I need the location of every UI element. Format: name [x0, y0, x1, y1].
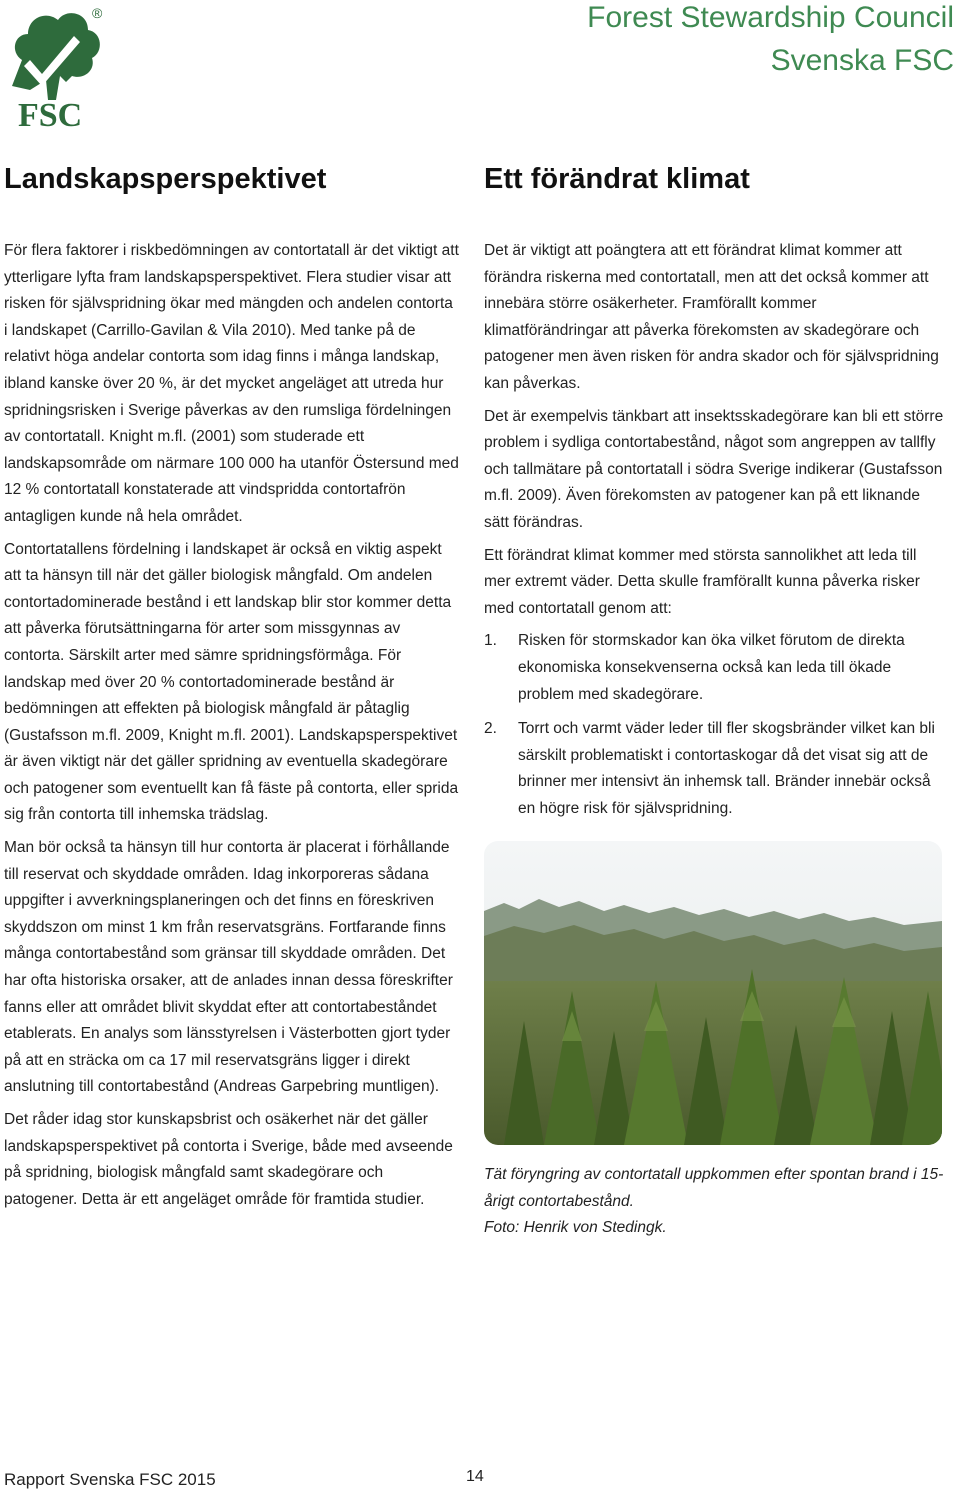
- list-text: Risken för stormskador kan öka vilket förutom de direkta ekonomiska konsekvenserna också kan leda till ökade problem med skadegörare.: [518, 632, 905, 703]
- fsc-logo: [0, 0, 110, 135]
- left-paragraph-1: För flera faktorer i riskbedömningen av contortatall är det viktigt att ytterligare lyfta fram landskapsperspektivet. Flera studier visar att risken för självspridning ökar med mängden och andelen contorta i landskapet (Carrillo-Gavilan & Vila 2010). Med tanke på de relativt höga andelar contorta som idag finns i många landskap, ibland kanske över 20 %, är det mycket angeläget att utreda hur spridningsrisken i Sverige påverkas av den rumsliga fördelningen av contortatall. Knight m.fl. (2001) som studerade ett landskapsområde om närmare 100 000 ha utanför Östersund med 12 % contortatall konstaterade att vindspridda contortafrön antagligen kunde nå hela området.: [4, 242, 459, 525]
- caption-credit: Foto: Henrik von Stedingk.: [484, 1219, 667, 1237]
- risk-list: [484, 628, 944, 822]
- right-heading: Ett förändrat klimat: [484, 163, 750, 195]
- forest-photo: [484, 841, 942, 1145]
- right-paragraph-3: Ett förändrat klimat kommer med största sannolikhet att leda till mer extremt väder. Detta skulle framförallt kunna påverka risker med contortatall genom att:: [484, 546, 920, 617]
- org-name: Forest Stewardship Council: [587, 1, 954, 34]
- left-paragraph-4: Det råder idag stor kunskapsbrist och osäkerhet när det gäller landskapsperspektivet på contorta i Sverige, både med avseende på spridning, biologisk mångfald samt skadegörare och patogener. Detta är ett angeläget område för framtida studier.: [4, 1111, 453, 1208]
- left-paragraph-3: Man bör också ta hänsyn till hur contorta är placerat i förhållande till reservat och skyddade områden. Idag inkorporeras sådana uppgifter i avverkningsplaneringen och det finns en föreskriven skyddszon om minst 1 km från reservatsgräns. Fortfarande finns många contortabestånd som gränsar till skyddade områden. Det har ofta historiska orsaker, att de anlades innan dessa föreskrifter fanns eller att området blivit skyddat efter att contortabeståndet etablerats. En analys som länsstyrelsen i Västerbotten gjort tyder på att en sträcka om ca 17 mil reservatsgräns ligger i direkt anslutning till contortabestånd (Andreas Garpebring muntligen).: [4, 839, 453, 1096]
- left-paragraph-2: Contortatallens fördelning i landskapet är också en viktig aspekt att ta hänsyn till när det gäller biologisk mångfald. Om andelen contortadominerade bestånd i ett landskap blir stor kommer detta att påverka förutsättningarna för arter som missgynnas av contorta. Särskilt arter med sämre spridningsförmåga. För landskap med över 20 % contortadominerade bestånd är bedömningen att effekten på biologisk mångfald är påtaglig (Gustafsson m.fl. 2009, Knight m.fl. 2001). Landskapsperspektivet är även viktigt när det gäller spridning av eventuella skadegörare och patogener som eventuellt kan få fäste på contorta, eller sprida sig från contorta till inhemska trädslag.: [4, 540, 459, 824]
- list-item: [484, 628, 944, 708]
- photo-caption: [484, 1162, 944, 1242]
- page-number: 14: [466, 1468, 484, 1485]
- list-text: Torrt och varmt väder leder till fler skogsbränder vilket kan bli särskilt problematiskt i contortaskogar då det visat sig att de brinner mer intensivt än inhemsk tall. Bränder innebär också en högre risk för självspridning.: [518, 720, 935, 817]
- registered-mark: ®: [92, 5, 103, 21]
- left-column: [4, 238, 460, 1219]
- left-heading: Landskapsperspektivet: [4, 163, 327, 195]
- list-number: 2.: [484, 720, 497, 738]
- list-item: [484, 716, 944, 822]
- org-subtitle: Svenska FSC: [770, 44, 954, 77]
- logo-text: FSC: [18, 97, 83, 134]
- right-paragraph-2: Det är exempelvis tänkbart att insektsskadegörare kan bli ett större problem i sydliga contortabestånd, något som angreppen av tallfly och tallmätare på contortatall i södra Sverige indikerar (Gustafsson m.fl. 2009). Även förekomsten av patogener kan på ett liknande sätt förändras.: [484, 407, 944, 531]
- caption-text: Tät föryngring av contortatall uppkommen efter spontan brand i 15-årigt contortabestånd.: [484, 1166, 944, 1210]
- right-column: [484, 238, 944, 830]
- list-number: 1.: [484, 632, 497, 650]
- right-paragraph-1: Det är viktigt att poängtera att ett förändrat klimat kommer att förändra riskerna med contortatall, men att det också kommer att innebära större osäkerheter. Framförallt kommer klimatförändringar att påverka förekomsten av skadegörare och patogener men även risken för andra skador och för självspridning kan påverkas.: [484, 242, 939, 392]
- footer-report-title: Rapport Svenska FSC 2015: [4, 1470, 216, 1489]
